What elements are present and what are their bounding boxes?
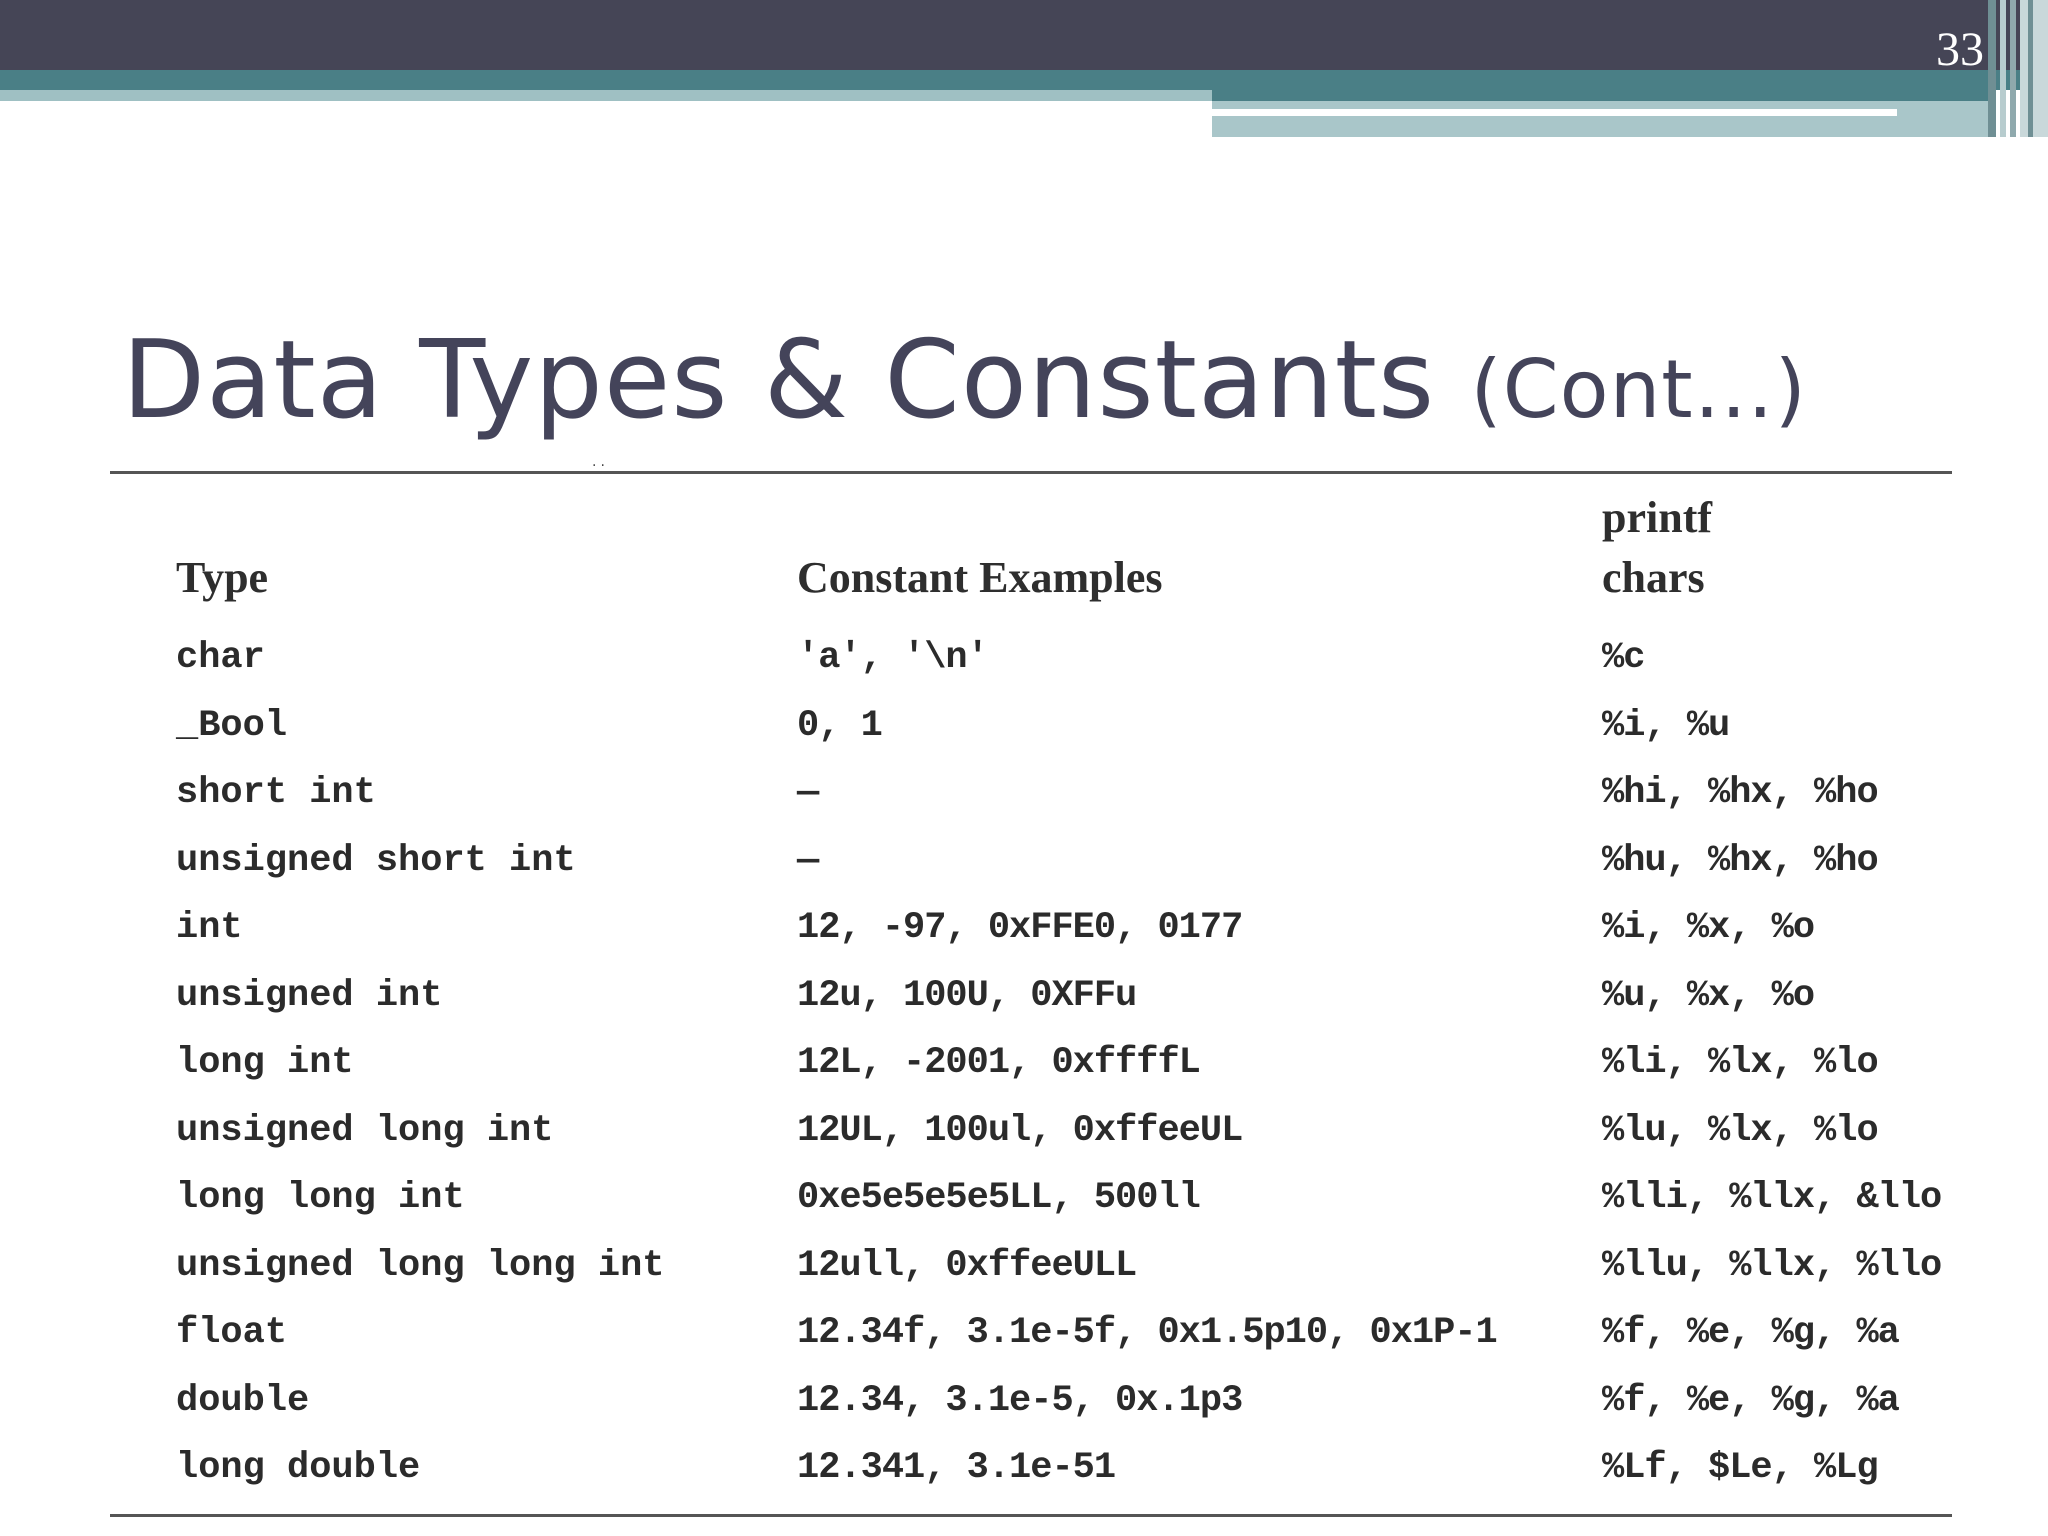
slide-number: 33 bbox=[1936, 23, 1984, 76]
cell-type: short int bbox=[176, 772, 376, 814]
cell-printf: %Lf, $Le, %Lg bbox=[1602, 1447, 1878, 1489]
cell-constants: 'a', '\n' bbox=[797, 637, 988, 679]
cell-type: float bbox=[176, 1312, 288, 1354]
cell-constants: 12, -97, 0xFFE0, 0177 bbox=[797, 907, 1243, 949]
cell-type: unsigned long int bbox=[176, 1109, 554, 1152]
header-constant-examples: Constant Examples bbox=[797, 553, 1163, 602]
table-row bbox=[0, 828, 2048, 896]
header-band-dark bbox=[0, 0, 2048, 70]
header-vbar bbox=[2000, 0, 2006, 137]
table-row bbox=[0, 1030, 2048, 1098]
cell-type: unsigned long long int bbox=[176, 1244, 665, 1287]
table-row bbox=[0, 1098, 2048, 1166]
cell-printf: %i, %u bbox=[1602, 704, 1730, 747]
table-row bbox=[0, 1368, 2048, 1436]
cell-constants: 12.34, 3.1e-5, 0x.1p3 bbox=[797, 1379, 1243, 1422]
table-row bbox=[0, 1435, 2048, 1503]
slide-title bbox=[122, 318, 1807, 443]
cell-printf: %li, %lx, %lo bbox=[1602, 1042, 1878, 1084]
header-vbar bbox=[2020, 0, 2048, 137]
table-row bbox=[0, 1300, 2048, 1368]
cell-constants: 12.341, 3.1e-51 bbox=[797, 1447, 1116, 1489]
cell-constants: — bbox=[797, 839, 819, 882]
cell-type: long int bbox=[176, 1042, 354, 1084]
cell-printf: %f, %e, %g, %a bbox=[1602, 1312, 1899, 1354]
cell-printf: %hi, %hx, %ho bbox=[1602, 772, 1878, 814]
cell-constants: 12ull, 0xffeeULL bbox=[797, 1244, 1137, 1287]
header-band-teal bbox=[0, 70, 2048, 90]
slide-title-sub: (Cont…) bbox=[1470, 343, 1807, 436]
header-type: Type bbox=[176, 553, 269, 602]
header-band-light-right bbox=[1212, 101, 1992, 137]
header-vbar bbox=[2028, 0, 2033, 137]
cell-type: long double bbox=[176, 1447, 421, 1489]
cell-type: int bbox=[176, 907, 243, 949]
table-bottom-rule bbox=[110, 1514, 1952, 1517]
table-row bbox=[0, 963, 2048, 1031]
cell-constants: — bbox=[797, 772, 819, 814]
cell-constants: 0xe5e5e5e5LL, 500ll bbox=[797, 1177, 1200, 1219]
cell-type: double bbox=[176, 1379, 310, 1422]
header-band-teal-right bbox=[1212, 90, 1992, 101]
cell-type: char bbox=[176, 637, 265, 679]
header-printf-line2: chars bbox=[1602, 553, 1705, 602]
cell-type: _Bool bbox=[176, 704, 288, 747]
cell-constants: 0, 1 bbox=[797, 704, 882, 747]
header-vbar bbox=[2010, 0, 2016, 137]
header-vbar bbox=[1988, 0, 1996, 137]
header-band-light bbox=[0, 90, 1212, 101]
header-printf-line1: printf bbox=[1602, 493, 1712, 542]
header-strip bbox=[1212, 109, 1897, 116]
cell-printf: %u, %x, %o bbox=[1602, 974, 1815, 1017]
cell-type: unsigned int bbox=[176, 974, 443, 1017]
table-row bbox=[0, 1165, 2048, 1233]
cell-constants: 12.34f, 3.1e-5f, 0x1.5p10, 0x1P-1 bbox=[797, 1312, 1497, 1354]
cell-type: long long int bbox=[176, 1177, 465, 1219]
cell-printf: %lli, %llx, &llo bbox=[1602, 1177, 1942, 1219]
slide-title-main: Data Types & Constants bbox=[122, 318, 1436, 443]
cell-printf: %llu, %llx, %llo bbox=[1602, 1244, 1942, 1287]
cell-type: unsigned short int bbox=[176, 839, 576, 882]
table-row bbox=[0, 895, 2048, 963]
table-row bbox=[0, 625, 2048, 693]
cell-constants: 12UL, 100ul, 0xffeeUL bbox=[797, 1109, 1243, 1152]
cell-constants: 12L, -2001, 0xffffL bbox=[797, 1042, 1200, 1084]
header-printf-chars bbox=[1602, 488, 1802, 608]
cell-printf: %lu, %lx, %lo bbox=[1602, 1109, 1878, 1152]
cell-constants: 12u, 100U, 0XFFu bbox=[797, 974, 1137, 1017]
table-body bbox=[0, 625, 2048, 1503]
rule-artifact: ·· bbox=[592, 458, 609, 474]
table-row bbox=[0, 693, 2048, 761]
cell-printf: %i, %x, %o bbox=[1602, 907, 1815, 949]
table-row bbox=[0, 1233, 2048, 1301]
table-row bbox=[0, 760, 2048, 828]
cell-printf: %hu, %hx, %ho bbox=[1602, 839, 1878, 882]
cell-printf: %c bbox=[1602, 637, 1645, 679]
table-top-rule bbox=[110, 471, 1952, 474]
cell-printf: %f, %e, %g, %a bbox=[1602, 1379, 1899, 1422]
